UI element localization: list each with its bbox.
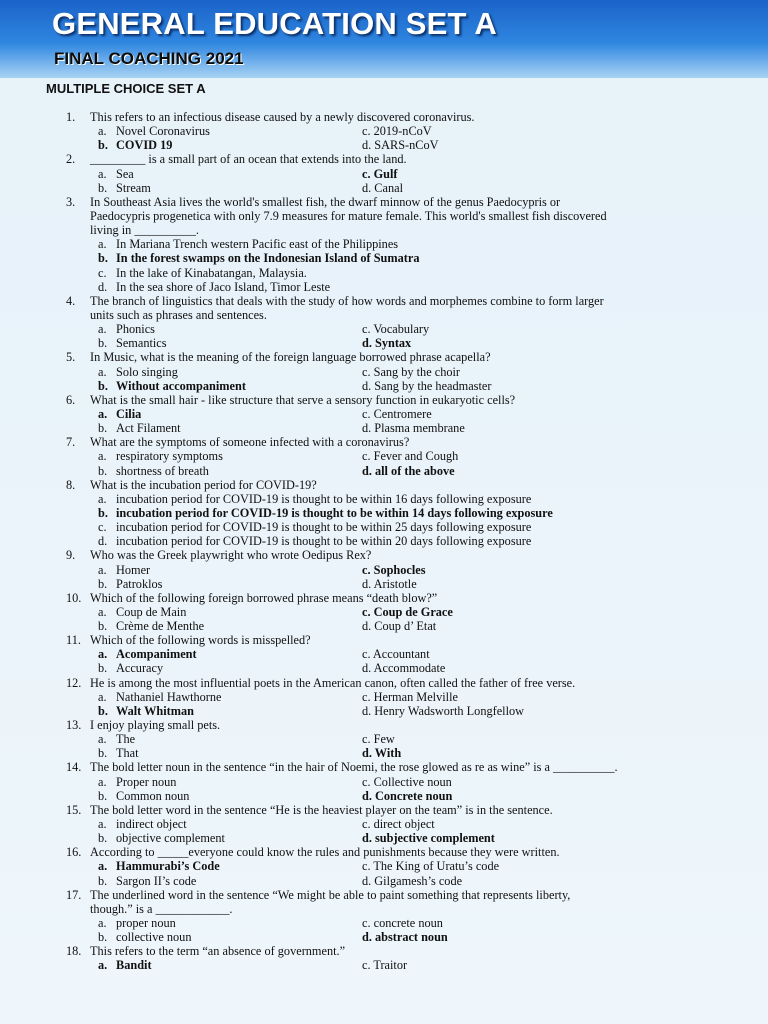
question-line — [0, 760, 768, 774]
question-number: 12. — [66, 675, 82, 690]
choice-text: d. Aristotle — [362, 576, 417, 591]
question-number: 17. — [66, 887, 82, 902]
question-text: Which of the following words is misspelled? — [90, 633, 311, 648]
choice-text: c. concrete noun — [362, 916, 443, 931]
question-item — [0, 195, 768, 294]
question-number: 16. — [66, 845, 82, 860]
choice-text: incubation period for COVID-19 is thought to be within 25 days following exposure — [116, 520, 532, 535]
question-line — [0, 803, 768, 817]
question-text: In Music, what is the meaning of the foreign language borrowed phrase acapella? — [90, 350, 491, 365]
question-number: 15. — [66, 802, 82, 817]
choice-text: d. Concrete noun — [362, 788, 453, 803]
choice-letter: a. — [98, 124, 107, 139]
choice-text: Coup de Main — [116, 604, 187, 619]
choice-text: d. Plasma membrane — [362, 421, 465, 436]
choice-letter: a. — [98, 916, 107, 931]
question-number: 8. — [66, 477, 76, 492]
choice-letter: a. — [98, 322, 107, 337]
question-text: What are the symptoms of someone infected with a coronavirus? — [90, 435, 410, 450]
choice-row — [0, 251, 768, 265]
choice-letter: b. — [98, 251, 108, 266]
question-text: though.” is a ____________. — [90, 901, 233, 916]
question-item — [0, 845, 768, 887]
choice-row — [0, 520, 768, 534]
choice-row — [0, 138, 768, 152]
choice-letter: d. — [98, 279, 108, 294]
choice-text: Walt Whitman — [116, 703, 195, 718]
question-text: This refers to an infectious disease caused by a newly discovered coronavirus. — [90, 110, 475, 124]
choice-text: Sargon II’s code — [116, 873, 197, 888]
question-line — [0, 718, 768, 732]
question-line — [0, 888, 768, 902]
question-number: 9. — [66, 548, 76, 563]
question-line — [0, 152, 768, 166]
question-line — [0, 845, 768, 859]
question-text: The bold letter noun in the sentence “in the hair of Noemi, the rose glowed as re as wine” is a __________. — [90, 760, 618, 775]
choice-letter: b. — [98, 576, 108, 591]
question-text: The bold letter word in the sentence “He is the heaviest player on the team” is in the sentence. — [90, 802, 553, 817]
question-line — [0, 902, 768, 916]
choice-row — [0, 775, 768, 789]
question-number: 4. — [66, 293, 76, 308]
choice-row — [0, 647, 768, 661]
question-text: The branch of linguistics that deals with the study of how words and morphemes combine to form larger — [90, 293, 604, 308]
choice-text: c. Traitor — [362, 958, 408, 973]
choice-text: c. Sang by the choir — [362, 364, 461, 379]
choice-letter: b. — [98, 180, 108, 195]
question-item — [0, 393, 768, 435]
choice-row — [0, 916, 768, 930]
question-item — [0, 591, 768, 633]
question-text: Who was the Greek playwright who wrote Oedipus Rex? — [90, 548, 372, 563]
choice-letter: c. — [98, 520, 107, 535]
choice-letter: b. — [98, 930, 108, 945]
choice-row — [0, 605, 768, 619]
choice-row — [0, 421, 768, 435]
question-text: What is the small hair - like structure that serve a sensory function in eukaryotic cells? — [90, 392, 516, 407]
choice-row — [0, 817, 768, 831]
question-number: 13. — [66, 718, 82, 733]
choice-text: c. Sophocles — [362, 562, 426, 577]
choice-text: Novel Coronavirus — [116, 124, 210, 139]
choice-letter: a. — [98, 364, 107, 379]
choice-text: Common noun — [116, 788, 190, 803]
question-line — [0, 435, 768, 449]
choice-text: c. The King of Uratu’s code — [362, 859, 500, 874]
choice-row — [0, 237, 768, 251]
choice-letter: b. — [98, 661, 108, 676]
question-list — [0, 110, 768, 973]
question-line — [0, 350, 768, 364]
choice-text: d. Accommodate — [362, 661, 446, 676]
choice-letter: a. — [98, 406, 108, 421]
choice-letter: b. — [98, 421, 108, 436]
choice-letter: b. — [98, 505, 108, 520]
question-line — [0, 548, 768, 562]
choice-letter: b. — [98, 138, 108, 153]
question-text: What is the incubation period for COVID-19? — [90, 477, 317, 492]
question-line — [0, 209, 768, 223]
section-title: MULTIPLE CHOICE SET A — [46, 81, 206, 96]
choice-text: In the lake of Kinabatangan, Malaysia. — [116, 265, 307, 280]
question-item — [0, 888, 768, 945]
choice-text: indirect object — [116, 817, 187, 832]
choice-text: incubation period for COVID-19 is thought to be within 16 days following exposure — [116, 491, 532, 506]
choice-row — [0, 704, 768, 718]
choice-text: Accuracy — [116, 661, 164, 676]
question-number: 18. — [66, 944, 82, 959]
question-item — [0, 548, 768, 590]
choice-text: Homer — [116, 562, 151, 577]
choice-text: d. abstract noun — [362, 930, 448, 945]
question-text: This refers to the term “an absence of government.” — [90, 944, 346, 959]
choice-row — [0, 859, 768, 873]
choice-letter: b. — [98, 873, 108, 888]
choice-text: d. SARS-nCoV — [362, 138, 439, 153]
choice-row — [0, 365, 768, 379]
choice-text: c. Few — [362, 732, 395, 747]
question-line — [0, 633, 768, 647]
question-line — [0, 223, 768, 237]
choice-text: Crème de Menthe — [116, 619, 205, 634]
choice-text: COVID 19 — [116, 138, 173, 153]
choice-letter: c. — [98, 265, 107, 280]
choice-text: d. Gilgamesh’s code — [362, 873, 463, 888]
choice-text: d. With — [362, 746, 402, 761]
question-item — [0, 478, 768, 549]
choice-letter: b. — [98, 336, 108, 351]
choice-text: proper noun — [116, 916, 176, 931]
choice-text: c. direct object — [362, 817, 435, 832]
question-number: 2. — [66, 152, 76, 167]
choice-row — [0, 930, 768, 944]
choice-row — [0, 534, 768, 548]
choice-row — [0, 732, 768, 746]
choice-text: That — [116, 746, 139, 761]
question-text: In Southeast Asia lives the world's smallest fish, the dwarf minnow of the genus Paedocypris or — [90, 194, 561, 209]
choice-text: Phonics — [116, 322, 155, 337]
choice-text: d. all of the above — [362, 463, 455, 478]
question-text: According to _____everyone could know the rules and punishments because they were written. — [90, 845, 560, 860]
choice-text: respiratory symptoms — [116, 449, 223, 464]
choice-text: incubation period for COVID-19 is thought to be within 20 days following exposure — [116, 534, 532, 549]
choice-text: In the sea shore of Jaco Island, Timor Leste — [116, 279, 331, 294]
choice-row — [0, 563, 768, 577]
choice-row — [0, 746, 768, 760]
choice-text: The — [116, 732, 136, 747]
question-item — [0, 944, 768, 972]
choice-text: Without accompaniment — [116, 378, 246, 393]
question-line — [0, 591, 768, 605]
question-text: Paedocypris progenetica with only 7.9 measures for mature female. This world's smallest fish discovered — [90, 208, 607, 223]
question-text: _________ is a small part of an ocean that extends into the land. — [90, 152, 407, 167]
choice-text: Patroklos — [116, 576, 163, 591]
choice-row — [0, 379, 768, 393]
choice-letter: b. — [98, 619, 108, 634]
choice-letter: a. — [98, 562, 107, 577]
choice-letter: a. — [98, 647, 108, 662]
question-item — [0, 294, 768, 351]
choice-row — [0, 322, 768, 336]
choice-text: c. Coup de Grace — [362, 604, 453, 619]
choice-row — [0, 492, 768, 506]
question-item — [0, 803, 768, 845]
question-number: 5. — [66, 350, 76, 365]
choice-letter: a. — [98, 774, 107, 789]
choice-letter: a. — [98, 732, 107, 747]
choice-text: c. Collective noun — [362, 774, 452, 789]
choice-letter: a. — [98, 689, 107, 704]
question-line — [0, 195, 768, 209]
choice-text: Nathaniel Hawthorne — [116, 689, 222, 704]
question-line — [0, 294, 768, 308]
question-text: Which of the following foreign borrowed phrase means “death blow?” — [90, 590, 438, 605]
question-number: 3. — [66, 194, 76, 209]
choice-letter: b. — [98, 831, 108, 846]
choice-text: d. Canal — [362, 180, 403, 195]
choice-text: objective complement — [116, 831, 225, 846]
question-number: 1. — [66, 110, 76, 124]
choice-row — [0, 124, 768, 138]
choice-text: c. Vocabulary — [362, 322, 430, 337]
choice-letter: a. — [98, 491, 107, 506]
choice-text: Bandit — [116, 958, 152, 973]
choice-row — [0, 661, 768, 675]
choice-text: c. Herman Melville — [362, 689, 458, 704]
choice-row — [0, 789, 768, 803]
choice-letter: a. — [98, 449, 107, 464]
question-text: The underlined word in the sentence “We might be able to paint something that represents liberty, — [90, 887, 571, 902]
choice-text: shortness of breath — [116, 463, 209, 478]
choice-letter: a. — [98, 237, 107, 252]
question-item — [0, 435, 768, 477]
choice-row — [0, 167, 768, 181]
question-number: 6. — [66, 392, 76, 407]
question-line — [0, 110, 768, 124]
choice-text: Act Filament — [116, 421, 181, 436]
choice-text: d. Henry Wadsworth Longfellow — [362, 703, 525, 718]
question-text: units such as phrases and sentences. — [90, 307, 267, 322]
question-number: 14. — [66, 760, 82, 775]
choice-text: c. 2019-nCoV — [362, 124, 432, 139]
question-number: 7. — [66, 435, 76, 450]
choice-text: c. Accountant — [362, 647, 430, 662]
question-item — [0, 152, 768, 194]
question-item — [0, 718, 768, 760]
choice-text: Stream — [116, 180, 151, 195]
question-item — [0, 350, 768, 392]
question-line — [0, 944, 768, 958]
question-text: He is among the most influential poets in the American canon, often called the father of free verse. — [90, 675, 576, 690]
question-number: 10. — [66, 590, 82, 605]
choice-text: incubation period for COVID-19 is thought to be within 14 days following exposure — [116, 505, 553, 520]
question-item — [0, 676, 768, 718]
choice-row — [0, 407, 768, 421]
choice-text: collective noun — [116, 930, 192, 945]
choice-letter: b. — [98, 746, 108, 761]
question-item — [0, 760, 768, 802]
choice-row — [0, 449, 768, 463]
choice-text: c. Centromere — [362, 406, 432, 421]
choice-row — [0, 280, 768, 294]
choice-text: d. subjective complement — [362, 831, 495, 846]
choice-row — [0, 831, 768, 845]
choice-row — [0, 266, 768, 280]
choice-text: Acompaniment — [116, 647, 197, 662]
choice-text: Proper noun — [116, 774, 177, 789]
choice-row — [0, 506, 768, 520]
choice-row — [0, 181, 768, 195]
choice-row — [0, 958, 768, 972]
header-banner — [0, 0, 768, 78]
question-text: I enjoy playing small pets. — [90, 718, 221, 733]
choice-text: c. Fever and Cough — [362, 449, 459, 464]
choice-row — [0, 577, 768, 591]
question-item — [0, 633, 768, 675]
choice-text: In the forest swamps on the Indonesian Island of Sumatra — [116, 251, 420, 266]
question-line — [0, 308, 768, 322]
document-subtitle: FINAL COACHING 2021 — [54, 49, 244, 68]
choice-text: Sea — [116, 166, 134, 181]
choice-text: d. Coup d’ Etat — [362, 619, 437, 634]
choice-row — [0, 336, 768, 350]
choice-letter: b. — [98, 378, 108, 393]
choice-text: d. Syntax — [362, 336, 412, 351]
choice-letter: d. — [98, 534, 108, 549]
choice-row — [0, 874, 768, 888]
question-line — [0, 393, 768, 407]
choice-letter: b. — [98, 463, 108, 478]
choice-letter: a. — [98, 604, 107, 619]
choice-letter: a. — [98, 817, 107, 832]
choice-text: Solo singing — [116, 364, 178, 379]
choice-row — [0, 619, 768, 633]
question-item — [0, 110, 768, 152]
document-title: GENERAL EDUCATION SET A — [52, 6, 497, 41]
question-text: living in __________. — [90, 223, 199, 238]
choice-letter: b. — [98, 703, 108, 718]
choice-text: In Mariana Trench western Pacific east of the Philippines — [116, 237, 399, 252]
choice-letter: a. — [98, 859, 108, 874]
choice-text: c. Gulf — [362, 166, 398, 181]
choice-row — [0, 690, 768, 704]
choice-text: d. Sang by the headmaster — [362, 378, 492, 393]
question-line — [0, 676, 768, 690]
choice-text: Cilia — [116, 406, 142, 421]
choice-row — [0, 464, 768, 478]
question-line — [0, 478, 768, 492]
choice-letter: a. — [98, 166, 107, 181]
choice-letter: b. — [98, 788, 108, 803]
choice-text: Semantics — [116, 336, 167, 351]
choice-letter: a. — [98, 958, 108, 973]
choice-text: Hammurabi’s Code — [116, 859, 220, 874]
question-number: 11. — [66, 633, 81, 648]
